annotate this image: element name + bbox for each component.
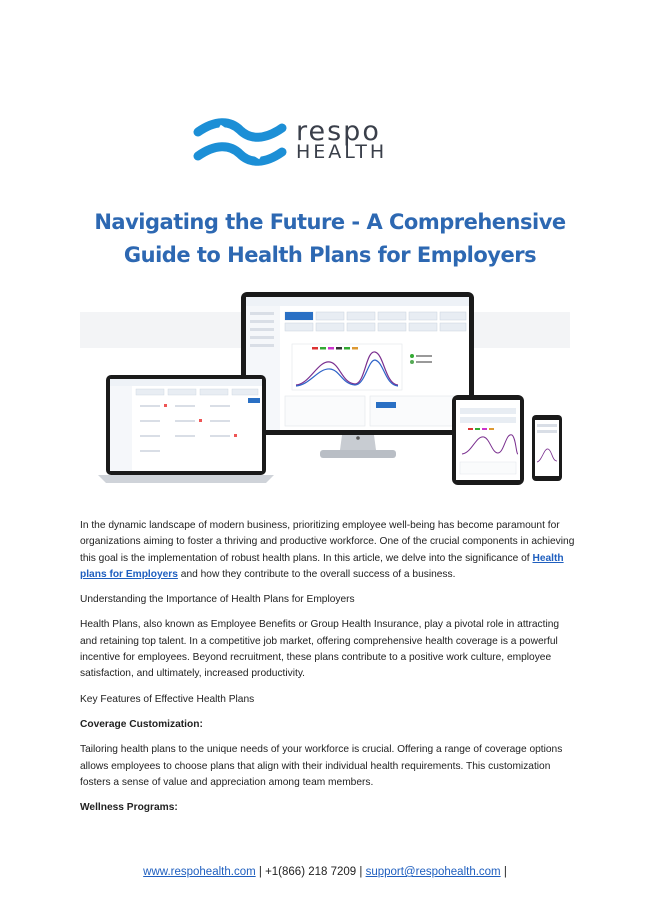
website-link[interactable]: www.respohealth.com	[143, 866, 256, 878]
footer-sep-2: |	[356, 866, 366, 878]
wellness-programs-title	[80, 800, 575, 816]
logo-word-respo: respo	[296, 116, 381, 147]
title-line-1: Navigating the Future - A Comprehensive	[94, 210, 566, 234]
footer-contact	[0, 866, 650, 878]
page-title	[60, 206, 600, 272]
article-body	[80, 518, 575, 824]
devices-illustration-icon	[80, 290, 570, 490]
intro-text-start: In the dynamic landscape of modern business, prioritizing employee well-being has become paramount for organizations aiming to foster a thriving and productive workforce. One of the crucial components in achieving this goal is the implementation of robust health plans. In this article, we delve into the significance of	[80, 520, 575, 564]
devices-illustration	[80, 290, 570, 490]
footer-sep-3: |	[500, 866, 507, 878]
section-importance-heading: Understanding the Importance of Health Plans for Employers	[80, 594, 355, 606]
footer-sep-1: |	[255, 866, 266, 878]
email-link[interactable]: support@respohealth.com	[365, 866, 501, 878]
logo-word-health: HEALTH	[296, 141, 388, 163]
coverage-customization-title	[80, 717, 575, 733]
intro-paragraph	[80, 518, 575, 583]
intro-text-end: and how they contribute to the overall success of a business.	[177, 568, 456, 580]
title-line-2: Guide to Health Plans for Employers	[123, 243, 537, 267]
respo-logo-icon	[190, 118, 290, 168]
wellness-programs-label: Wellness Programs:	[80, 802, 178, 814]
section-importance-body: Health Plans, also known as Employee Benefits or Group Health Insurance, play a pivotal role in attracting and retaining top talent. In a competitive job market, offering comprehensive health coverage is a powerful incentive for employees. Beyond recruitment, these plans contribute to a positive work culture, employee satisfaction, and ultimately, increased productivity.	[80, 619, 560, 680]
health-plans-link[interactable]: Health plans for Employers	[80, 552, 564, 580]
coverage-customization-body: Tailoring health plans to the unique needs of your workforce is crucial. Offering a range of coverage options allows employees to choose plans that align with their individual health requirements. This customization fosters a sense of value and appreciation among team members.	[80, 744, 563, 788]
section-features-heading: Key Features of Effective Health Plans	[80, 693, 255, 705]
phone-number: +1(866) 218 7209	[265, 866, 357, 878]
respo-health-logo	[190, 118, 470, 168]
coverage-customization-label: Coverage Customization:	[80, 718, 203, 730]
